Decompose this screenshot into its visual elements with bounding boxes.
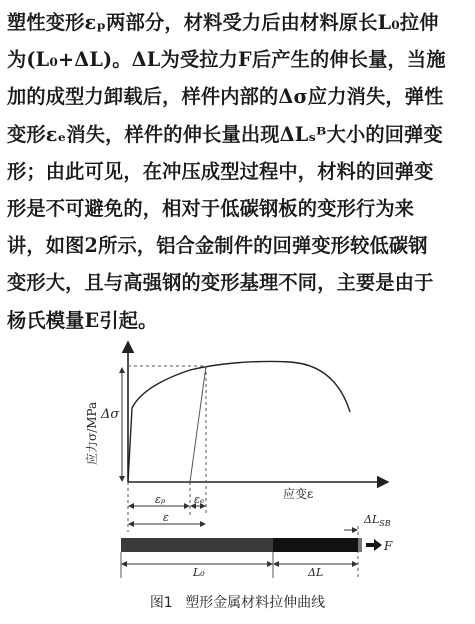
eps-e-label: εₑ (194, 493, 205, 506)
paragraph-line: 为(L₀+ΔL)。ΔL为受拉力F后产生的伸长量，当施 (7, 48, 446, 72)
unloading-line (190, 366, 206, 482)
specimen-bar-springback (358, 538, 362, 552)
paragraph-line: 加的成型力卸载后，样件内部的Δσ应力消失，弹性 (7, 85, 444, 109)
delta-l-label: ΔL (308, 566, 324, 579)
force-arrow-icon (366, 539, 382, 551)
paragraph-line: 形是不可避免的，相对于低碳钢板的变形行为来 (7, 197, 415, 221)
delta-sigma-label: Δσ (101, 407, 120, 422)
stress-strain-diagram (0, 340, 475, 590)
tensile-curve-figure (0, 340, 475, 590)
figure-title: 塑形金属材料拉伸曲线 (185, 595, 326, 611)
paragraph-line: 变形εₑ消失，样件的伸长量出现ΔLₛᴮ大小的回弹变 (7, 122, 443, 146)
stress-strain-curve (128, 361, 350, 482)
y-axis-label: 应力σ/MPa (85, 401, 99, 465)
eps-label: ε (163, 511, 169, 524)
x-axis-label: 应变ε (283, 487, 314, 501)
figure-caption (0, 592, 475, 612)
specimen-bar-original (121, 538, 273, 552)
eps-p-label: εₚ (155, 493, 166, 506)
paragraph-line: 杨氏模量E引起。 (7, 308, 158, 332)
paragraph-line: 形；由此可见，在冲压成型过程中，材料的回弹变 (7, 159, 434, 183)
paragraph-line: 塑性变形εₚ两部分，材料受力后由材料原长L₀拉伸 (7, 11, 439, 34)
force-label: F (384, 539, 393, 553)
specimen-bar-extension (273, 538, 358, 552)
delta-l-sb-sub: SB (379, 519, 391, 528)
delta-l-sb-main: ΔL (364, 513, 380, 526)
delta-l-sb-label (363, 513, 391, 528)
l0-label: L₀ (193, 566, 205, 579)
paragraph-line: 讲，如图2所示，铝合金制件的回弹变形较低碳钢 (7, 234, 428, 258)
paragraph-line: 变形大，且与高强钢的变形基理不同，主要是由于 (7, 271, 434, 295)
body-paragraph (7, 4, 469, 339)
figure-number: 图1 (149, 595, 173, 611)
